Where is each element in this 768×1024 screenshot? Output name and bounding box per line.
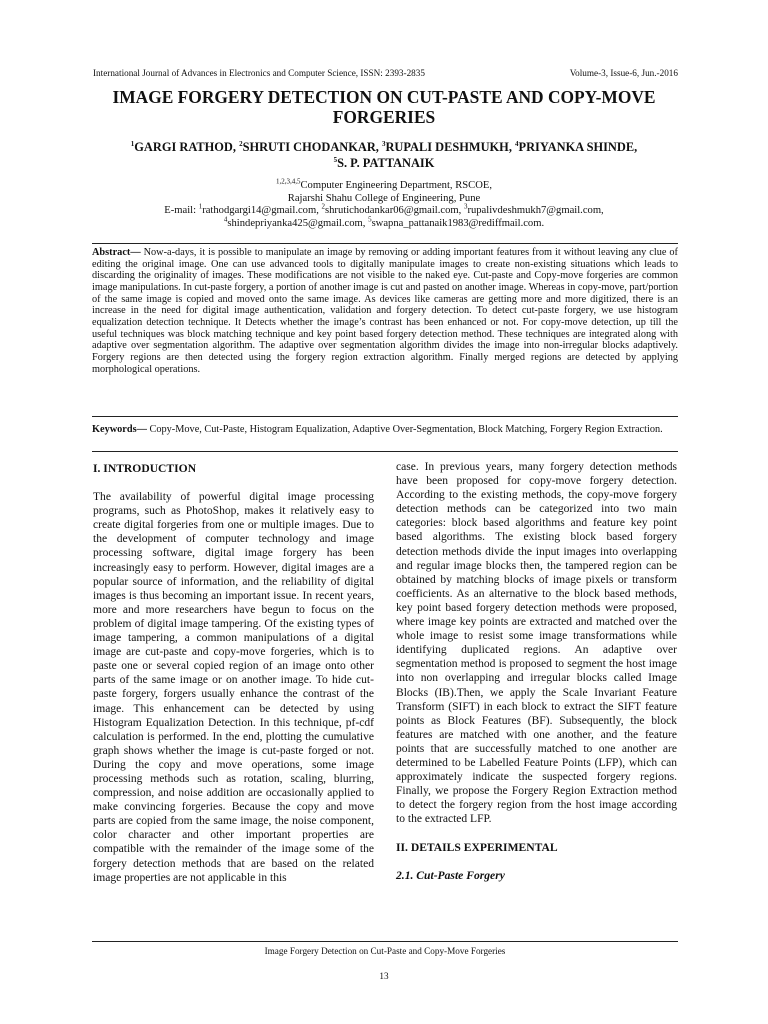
affiliation-block — [60, 177, 708, 230]
author-list: $^1$GARGI RATHOD, $^2$SHRUTI CHODANKAR, $^3$RUPALI DESHMUKH, $^4$PRIYANKA SHINDE, $^5$S. P. PATTANAIK — [130, 139, 638, 170]
intro-paragraph-continued: case. In previous years, many forgery detection methods have been proposed for copy-move forgery detection. According to the existing methods, the copy-move forgery detection methods can be categorized into two main categories: block based algorithms and feature key point based algorithms. The existing block based forgery detection methods divide the input images into overlapping and regular image blocks then, the tampered region can be obtained by matching blocks of image pixels or transform coefficients. As an alternative to the block based methods, key point based forgery detection methods were proposed, where image key points are extracted and matched over the whole image to resist some image transformations while identifying duplicated regions. An adaptive over segmentation method is proposed to segment the host image into non overlapping and irregular blocks called Image Blocks (IB).Then, we apply the Scale Invariant Feature Transform (SIFT) in each block to extract the SIFT feature points as Block Features (BF). Subsequently, the block features are matched with one another, and the feature points that are successfully matched to one another are determined to be Labelled Feature Points (LFP), which can approximately indicate the suspected forgery regions. Finally, we propose the Forgery Region Extraction method to detect the forgery region from the host image according to the extracted LFP. — [396, 461, 677, 826]
paper-title: IMAGE FORGERY DETECTION ON CUT-PASTE AND COPY-MOVE FORGERIES — [112, 87, 656, 127]
author-name: GARGI RATHOD, — [134, 140, 240, 154]
author-name: RUPALI DESHMUKH, — [385, 140, 516, 154]
keywords — [92, 424, 678, 436]
email-address: rathodgargi14@gmail.com, — [202, 205, 322, 217]
abstract-text: Now-a-days, it is possible to manipulate an image by removing or adding important features from it without leaving any clue of editing the original image. One can use advanced tools to digitally manipulate images to create non-existing situations which leads to discarding the originality of images. These modifications are not visible to the naked eye. Cut-paste and Copy-move forgeries are common image manipulations. In cut-paste forgery, a portion of another image is cut and pasted on another image. Whereas in copy-move, part/portion of the same image is copied and moved onto the same image. As devices like cameras are getting more and more digitized, there is an increase in the need for digital image authentication, validation and forgery detection. To detect cut-paste forgery, we use histogram equalization detection technique. It Detects whether the image’s contrast has been enhanced or not. For copy-move detection, up till the useful techniques was block matching technique and key point based forgery detection method. These techniques are integrated along with adaptive over segmentation algorithm. The adaptive over segmentation algorithm divides the image into non-irregular blocks adaptively. Forgery regions are then detected using the forgery region extraction algorithm. Finally merged regions are detected by applying morphological operations. — [92, 247, 678, 375]
author-name: PRIYANKA SHINDE, — [518, 140, 638, 154]
email-address: shindepriyanka425@gmail.com, — [227, 217, 369, 229]
college: Rajarshi Shahu College of Engineering, Pune — [287, 192, 481, 204]
page-number: 13 — [379, 971, 389, 981]
abstract-label: Abstract— — [92, 247, 141, 258]
subsection-heading-cut-paste: 2.1. Cut-Paste Forgery — [396, 868, 505, 882]
footer-rule — [92, 941, 678, 942]
author-name: S. P. PATTANAIK — [337, 155, 435, 170]
left-column — [93, 462, 374, 885]
volume-issue: Volume-3, Issue-6, Jun.-2016 — [569, 68, 678, 78]
keywords-text: Copy-Move, Cut-Paste, Histogram Equalization, Adaptive Over-Segmentation, Block Matching, Forgery Region Extraction. — [146, 424, 663, 435]
keywords-label: Keywords— — [92, 424, 147, 435]
department: $^{1,2,3,4,5}$Computer Engineering Department, RSCOE, — [275, 177, 493, 191]
email-address: swapna_pattanaik1983@rediffmail.com. — [371, 217, 545, 229]
right-column — [396, 460, 677, 883]
journal-name: International Journal of Advances in Electronics and Computer Science, ISSN: 2393-2835 — [93, 68, 425, 78]
email-list: E-mail: $^1$rathodgargi14@gmail.com, $^2$shrutichodankar06@gmail.com, $^3$rupalivdeshmukh7@gmail.com, $^4$shindepriyanka425@gmail.com, $^5$swapna_pattanaik1983@rediffmail.com. — [164, 202, 604, 229]
intro-paragraph: The availability of powerful digital image processing programs, such as PhotoShop, makes it relatively easy to create digital forgeries from one or multiple images. Due to the development of computer technology and image processing software, digital image forgery has been increasingly easy to perform. However, digital images are a popular source of information, and the reliability of digital images is thus becoming an important issue. In recent years, more and more researchers have begun to focus on the problem of digital image tampering. Of the existing types of image tampering, a common manipulations of a digital image are cut-paste and copy-move forgeries, which is to paste one or several copied region of an image onto other parts of the same image or on another image. To hide cut-paste forgery, forgers usually enhance the contrast of the image. This enhancement can be detected by using Histogram Equalization Detection. In this technique, pf-cdf calculation is performed. In the end, plotting the cumulative graph shows whether the image is cut-paste forged or not. During the copy and move operations, some image processing methods such as rotation, scaling, blurring, compression, and noise addition are occasionally applied to make convincing forgeries. Because the copy and move parts are copied from the same image, the noise component, color character and other important properties are compatible with the remainder of the image some of the forgery detection methods that are based on the related image properties are not applicable in this — [93, 491, 374, 884]
abstract — [92, 247, 678, 375]
email-address: rupalivdeshmukh7@gmail.com, — [467, 205, 604, 217]
section-heading-experimental: II. DETAILS EXPERIMENTAL — [396, 841, 558, 855]
keywords-bottom-rule — [92, 451, 678, 452]
abstract-bottom-rule — [92, 416, 678, 417]
abstract-top-rule — [92, 243, 678, 244]
section-heading-introduction: I. INTRODUCTION — [93, 462, 197, 475]
author-name: SHRUTI CHODANKAR, — [242, 140, 382, 154]
email-address: shrutichodankar06@gmail.com, — [325, 205, 464, 217]
running-header — [93, 68, 678, 78]
running-footer: Image Forgery Detection on Cut-Paste and Copy-Move Forgeries — [264, 946, 506, 956]
